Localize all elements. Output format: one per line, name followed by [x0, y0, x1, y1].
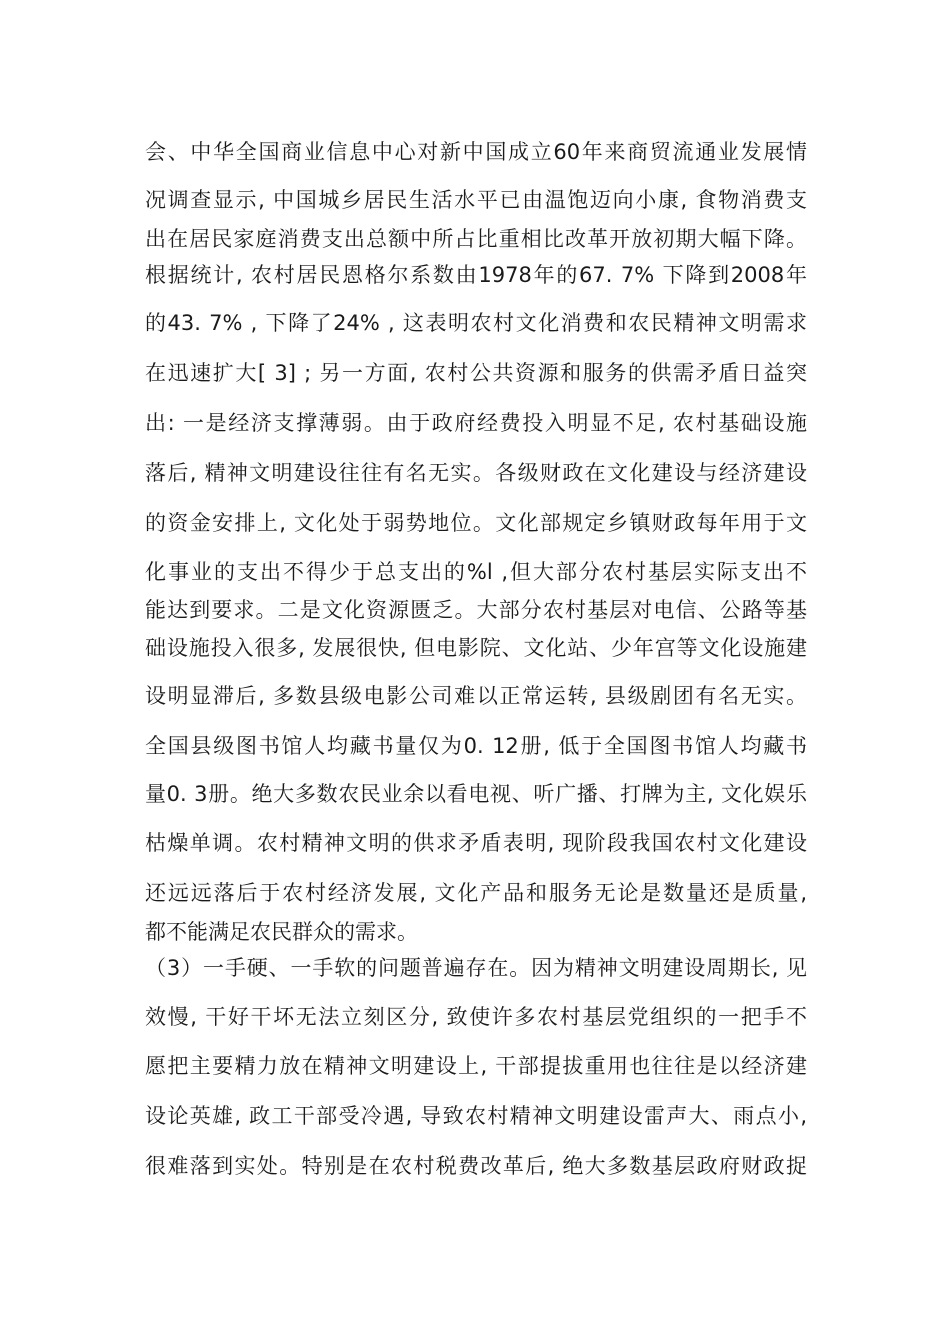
paragraph-line-5: 的43. 7% , 下降了24% , 这表明农村文化消费和农民精神文明需求: [145, 311, 807, 335]
paragraph-line-8: 落后, 精神文明建设往往有名无实。各级财政在文化建设与经济建设: [145, 461, 807, 485]
paragraph-line-20: 效慢, 干好干坏无法立刻区分, 致使许多农村基层党组织的一把手不: [145, 1005, 807, 1029]
paragraph-line-1: 会、中华全国商业信息中心对新中国成立60年来商贸流通业发展情: [145, 140, 807, 164]
paragraph-line-12: 础设施投入很多, 发展很快, 但电影院、文化站、少年宫等文化设施建: [145, 636, 807, 660]
paragraph-line-9: 的资金安排上, 文化处于弱势地位。文化部规定乡镇财政每年用于文: [145, 511, 807, 535]
paragraph-line-22: 设论英雄, 政工干部受冷遇, 导致农村精神文明建设雷声大、雨点小,: [145, 1104, 807, 1128]
paragraph-line-23: 很难落到实处。特别是在农村税费改革后, 绝大多数基层政府财政捉: [145, 1154, 807, 1178]
paragraph-line-2: 况调查显示, 中国城乡居民生活水平已由温饱迈向小康, 食物消费支: [145, 188, 807, 212]
paragraph-line-11: 能达到要求。二是文化资源匮乏。大部分农村基层对电信、公路等基: [145, 598, 807, 622]
paragraph-line-18: 都不能满足农民群众的需求。: [145, 920, 418, 944]
paragraph-line-17: 还远远落后于农村经济发展, 文化产品和服务无论是数量还是质量,: [145, 881, 807, 905]
paragraph-line-15: 量0. 3册。绝大多数农民业余以看电视、听广播、打牌为主, 文化娱乐: [145, 782, 807, 806]
paragraph-line-3: 出在居民家庭消费支出总额中所占比重相比改革开放初期大幅下降。: [145, 227, 807, 251]
paragraph-line-13: 设明显滞后, 多数县级电影公司难以正常运转, 县级剧团有名无实。: [145, 684, 807, 708]
paragraph-line-14: 全国县级图书馆人均藏书量仅为0. 12册, 低于全国图书馆人均藏书: [145, 734, 807, 758]
paragraph-line-21: 愿把主要精力放在精神文明建设上, 干部提拔重用也往往是以经济建: [145, 1054, 807, 1078]
paragraph-line-7: 出: 一是经济支撑薄弱。由于政府经费投入明显不足, 农村基础设施: [145, 411, 807, 435]
paragraph-line-10: 化事业的支出不得少于总支出的%l ,但大部分农村基层实际支出不: [145, 560, 807, 584]
paragraph-line-6: 在迅速扩大[ 3] ; 另一方面, 农村公共资源和服务的供需矛盾日益突: [145, 361, 807, 385]
paragraph-line-4: 根据统计, 农村居民恩格尔系数由1978年的67. 7% 下降到2008年: [145, 263, 807, 287]
paragraph-line-19: （3）一手硬、一手软的问题普遍存在。因为精神文明建设周期长, 见: [145, 956, 807, 980]
paragraph-line-16: 枯燥单调。农村精神文明的供求矛盾表明, 现阶段我国农村文化建设: [145, 831, 807, 855]
